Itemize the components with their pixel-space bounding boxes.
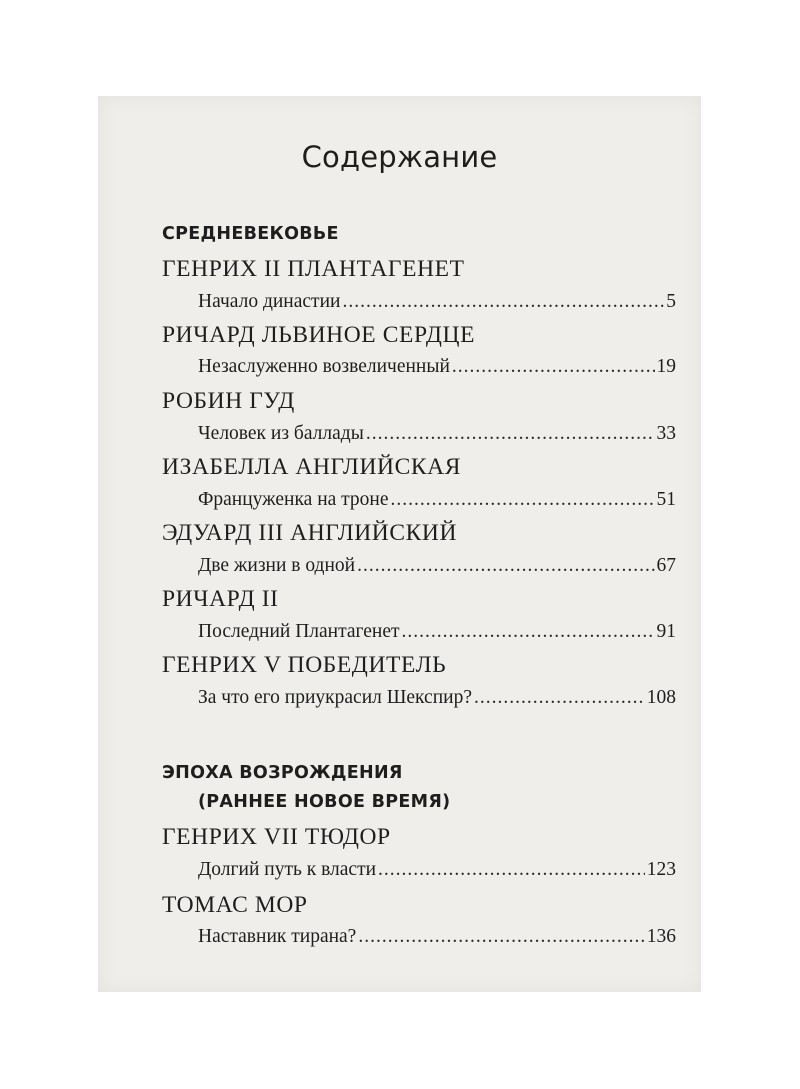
toc-page-number: 136 xyxy=(646,926,676,947)
toc-entry-title: ТОМАС МОР xyxy=(162,892,308,918)
toc-page-number: 67 xyxy=(656,555,676,576)
toc-entry-subtitle: Наставник тирана? xyxy=(198,926,357,947)
toc-entry-subtitle: Последний Плантагенет xyxy=(198,621,400,642)
toc-page-number: 51 xyxy=(656,489,676,510)
toc-entry-subtitle: Незаслуженно возвеличенный xyxy=(198,356,450,377)
toc-entry-title: ГЕНРИХ V ПОБЕДИТЕЛЬ xyxy=(162,652,447,678)
toc-entry-title: ЭДУАРД III АНГЛИЙСКИЙ xyxy=(162,520,458,546)
book-page xyxy=(98,96,701,992)
toc-page-number: 19 xyxy=(656,356,676,377)
toc-entry-row xyxy=(198,291,676,313)
toc-entry-title: РИЧАРД II xyxy=(162,586,279,612)
toc-page-number: 5 xyxy=(666,291,676,312)
toc-entry-row xyxy=(198,687,676,709)
toc-entry-subtitle: Долгий путь к власти xyxy=(198,859,377,880)
toc-entry-title: РОБИН ГУД xyxy=(162,388,295,414)
toc-page-number: 123 xyxy=(646,859,676,880)
toc-entry-row xyxy=(198,926,676,948)
dot-leader xyxy=(402,621,655,643)
dot-leader xyxy=(452,356,655,378)
dot-leader xyxy=(358,926,644,948)
dot-leader xyxy=(342,291,664,313)
toc-page-number: 33 xyxy=(656,423,676,444)
section-heading-renaissance: ЭПОХА ВОЗРОЖДЕНИЯ xyxy=(162,763,403,783)
toc-entry-row xyxy=(198,555,676,577)
toc-entry-subtitle: За что его приукрасил Шекспир? xyxy=(198,687,472,708)
toc-page-number: 108 xyxy=(646,687,676,708)
section-heading-medieval: СРЕДНЕВЕКОВЬЕ xyxy=(162,224,339,244)
toc-entry-title: ГЕНРИХ II ПЛАНТАГЕНЕТ xyxy=(162,256,465,282)
toc-entry-subtitle: Начало династии xyxy=(198,291,341,312)
toc-entry-subtitle: Человек из баллады xyxy=(198,423,364,444)
dot-leader xyxy=(366,423,655,445)
toc-entry-subtitle: Две жизни в одной xyxy=(198,555,356,576)
toc-entry-row xyxy=(198,621,676,643)
toc-entry-title: РИЧАРД ЛЬВИНОЕ СЕРДЦЕ xyxy=(162,322,476,348)
section-heading-renaissance-subtitle: (РАННЕЕ НОВОЕ ВРЕМЯ) xyxy=(198,792,451,812)
toc-entry-row xyxy=(198,859,676,881)
toc-entry-row xyxy=(198,356,676,378)
toc-entry-row xyxy=(198,489,676,511)
toc-entry-title: ГЕНРИХ VII ТЮДОР xyxy=(162,824,391,850)
dot-leader xyxy=(391,489,655,511)
toc-page-number: 91 xyxy=(656,621,676,642)
toc-entry-title: ИЗАБЕЛЛА АНГЛИЙСКАЯ xyxy=(162,454,462,480)
toc-entry-row xyxy=(198,423,676,445)
dot-leader xyxy=(357,555,654,577)
dot-leader xyxy=(378,859,645,881)
dot-leader xyxy=(474,687,645,709)
page-title: Содержание xyxy=(301,140,498,174)
toc-entry-subtitle: Француженка на троне xyxy=(198,489,389,510)
